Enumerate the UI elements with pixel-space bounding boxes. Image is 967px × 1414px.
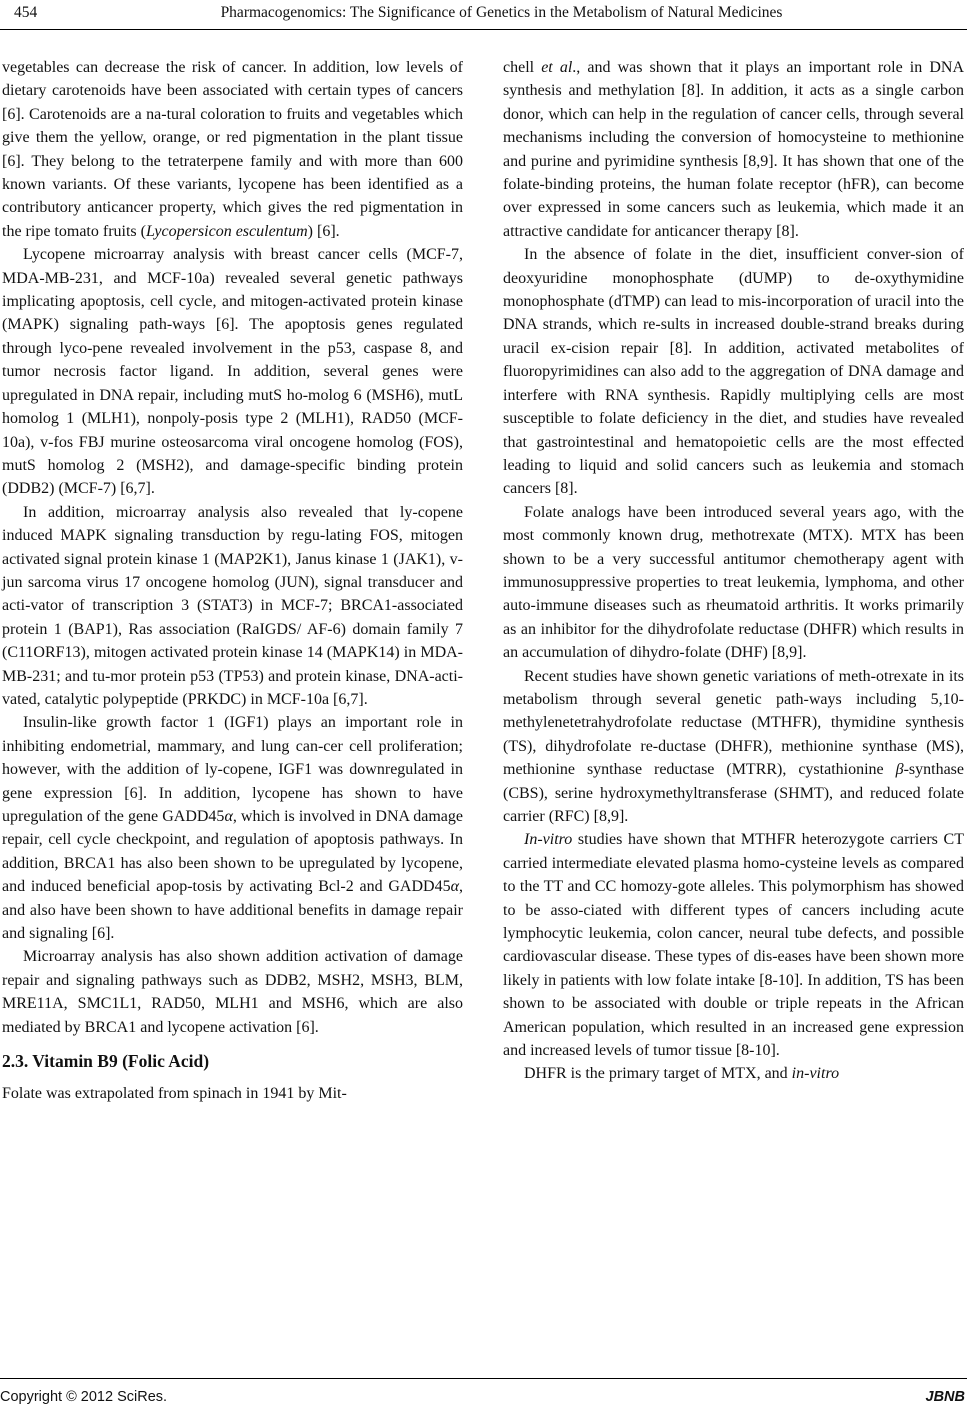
paragraph: Folate analogs have been introduced several years ago, with the most commonly known drug, methotrexate (MTX). MTX has been shown to be a very successful antitumor chemotherapy agent with immunosuppressive properties to treat leukemia, lymphoma, and other auto-immune diseases such as rheumatoid arthritis. It works primarily as an inhibitor for the dihydrofolate reductase (DHFR) which results in an accumulation of dihydro-folate (DHF) [8,9]. bbox=[503, 503, 964, 662]
paragraph: Lycopene microarray analysis with breast cancer cells (MCF-7, MDA-MB-231, and MCF-10a) revealed several genetic pathways implicating apoptosis, cell cycle, and mitogen-activated protein kinase (MAPK) signaling path-ways [6]. The apoptosis genes regulated through lyco-pene revealed involvement in the p53, caspase 8, and tumor necrosis factor ligand. In addition, several genes were upregulated in DNA repair, including mutS ho-molog 6 (MSH6), mutL homolog 1 (MLH1), nonpoly-posis type 2 (MLH1), RAD50 (MCF-10a), v-fos FBJ murine osteosarcoma viral oncogene homolog (FOS), mutS homolog 2 (MSH2), and damage-specific binding protein (DDB2) (MCF-7) [6,7]. bbox=[2, 246, 463, 498]
paragraph: In the absence of folate in the diet, insufficient conver-sion of deoxyuridine monophosphate (dUMP) to de-oxythymidine monophosphate (dTMP) can lead to mis-incorporation of uracil into the DNA strands, which re-sults in increased double-strand breaks during uracil ex-cision repair [8]. In addition, activated metabolites of fluoropyrimidines can also add to the aggregation of DNA damage and interfere with RNA synthesis. Rapidly multiplying cells are most susceptible to folate deficiency in the diet, and studies have revealed that gastrointestinal and hematopoietic cells are the most effected leading to liquid and solid cancers such as leukemia and stomach cancers [8]. bbox=[503, 246, 964, 498]
paragraph: Microarray analysis has also shown addition activation of damage repair and signaling pathways such as DDB2, MSH2, MSH3, BLM, MRE11A, SMC1L1, RAD50, MLH1 and MSH6, which are also mediated by BRCA1 and lycopene activation [6]. bbox=[2, 948, 463, 1036]
paragraph: In addition, microarray analysis also revealed that ly-copene induced MAPK signaling transduction by regu-lating FOS, mitogen activated signal protein kinase 1 (MAP2K1), Janus kinase 1 (JAK1), v-jun sarcoma virus 17 oncogene homolog (JUN), signal transducer and acti-vator of transcription 3 (STAT3) in MCF-7; BRCA1-associated protein 1 (BAP1), Ras association (RaIGDS/ AF-6) domain family 7 (C11ORF13), mitogen activated protein kinase 14 (MAPK14) in MDA-MB-231; and tu-mor protein p53 (TP53) and protein kinase, DNA-acti-vated, catalytic polypeptide (PRKDC) in MCF-10a [6,7]. bbox=[2, 503, 463, 708]
paragraph: In-vitro studies have shown that MTHFR heterozygote carriers CT carried intermediate elevated plasma homo-cysteine levels as compared to the TT and CC homozy-gote alleles. This polymorphism has showed to be asso-ciated with different types of cancers including acute lymphocytic leukemia, colon cancer, neural tube defects, and possible cardiovascular disease. These types of dis-eases have been shown more likely in patients with low folate intake [8-10]. In addition, TS has been shown to be associated with double or triple repeats in the African American population, which resulted in an increased gene expression and increased levels of tumor tissue [8-10]. bbox=[503, 831, 964, 1060]
footer-rule bbox=[0, 1378, 967, 1379]
paragraph: Folate was extrapolated from spinach in 1941 by Mit- bbox=[2, 1085, 347, 1103]
journal-abbreviation: JBNB bbox=[925, 1389, 965, 1405]
paragraph: Recent studies have shown genetic variations of meth-otrexate in its metabolism through several genetic path-ways including 5,10-methylenetetrahydrofolate reductase (MTHFR), thymidine synthesis (TS), dihydrofolate re-ductase (DHFR), methionine synthase (MS), methionine synthase reductase (MTRR), cystathionine β-synthase (CBS), serine hydroxymethyltransferase (SHMT), and reduced folate carrier (RFC) [8,9]. bbox=[503, 667, 964, 825]
species-name: Lycopersicon esculentum bbox=[145, 222, 308, 240]
paragraph: Insulin-like growth factor 1 (IGF1) plays an important role in inhibiting endometrial, mammary, and lung can-cer cell proliferation; however, with the addition of ly-copene, IGF1 was downregulated in gene expression [6]. In addition, lycopene has shown to have upregulation of the gene GADD45α, which is involved in DNA damage repair, cell cycle checkpoint, and regulation of apoptosis pathways. In addition, BRCA1 has also been shown to be upregulated by lycopene, and induced beneficial apop-tosis by activating Bcl-2 and GADD45α, and also have been shown to have additional benefits in damage repair and signaling [6]. bbox=[2, 714, 463, 943]
right-column bbox=[503, 56, 964, 1086]
paragraph: vegetables can decrease the risk of cancer. In addition, low levels of dietary carotenoids have been associated with certain types of cancers [6]. Carotenoids are a na-tural coloration to fruits and vegetables which give them the yellow, orange, or red pigmentation in the plant tissue [6]. They belong to the tetraterpene family and with more than 600 known variants. Of these variants, lycopene has been identified as a contributory anticancer property, which gives the red pigmentation in the ripe tomato fruits (Lycopersicon esculentum) [6]. bbox=[2, 59, 463, 240]
page-header bbox=[0, 0, 967, 30]
paragraph: chell et al., and was shown that it plays an important role in DNA synthesis and methylation [8]. In addition, it acts as a single carbon donor, which can help in the regulation of cancer cells, through several mechanisms including the conversion of homocysteine to methionine and purine and pyrimidine synthesis [8,9]. It has shown that one of the folate-binding proteins, the human folate receptor (hFR), can become over expressed in some cancers such as leukemia, which made it an attractive candidate for anticancer therapy [8]. bbox=[503, 59, 965, 240]
paragraph: DHFR is the primary target of MTX, and in-vitro bbox=[524, 1065, 840, 1083]
running-title: Pharmacogenomics: The Significance of Genetics in the Metabolism of Natural Medicines bbox=[220, 4, 783, 21]
left-column bbox=[2, 56, 463, 1106]
section-heading: 2.3. Vitamin B9 (Folic Acid) bbox=[2, 1051, 210, 1072]
header-rule bbox=[0, 29, 967, 30]
page-number: 454 bbox=[14, 4, 38, 21]
copyright-notice: Copyright © 2012 SciRes. bbox=[0, 1389, 168, 1405]
